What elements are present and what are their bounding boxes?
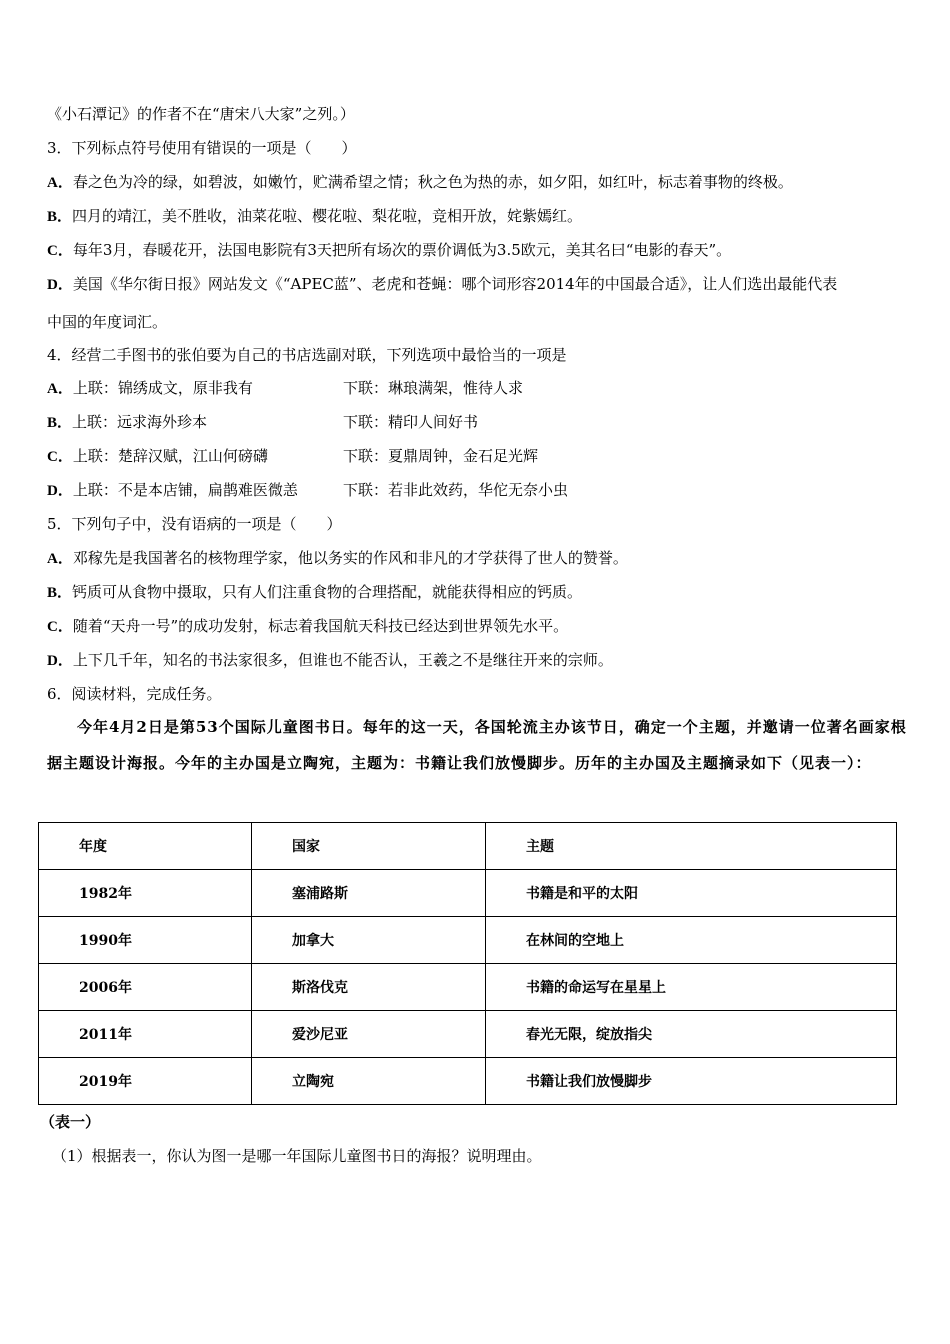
question-3-stem: 3．下列标点符号使用有错误的一项是（ ）: [47, 139, 357, 157]
option-text: 每年3月，春暖花开，法国电影院有3天把所有场次的票价调低为3.5欧元，美其名曰“电影的春天”。: [72, 241, 732, 259]
lower-couplet: 下联：精印人间好书: [343, 413, 479, 431]
table-row: [39, 917, 897, 964]
option-label: C．: [47, 619, 73, 635]
option-text: 上下几千年，知名的书法家很多，但谁也不能否认，王羲之不是继往开来的宗师。: [72, 651, 613, 669]
option-text: 四月的靖江，美不胜收，油菜花啦、樱花啦、梨花啦，竞相开放，姹紫嫣红。: [72, 207, 583, 225]
option-label: A．: [47, 175, 73, 191]
upper-couplet: 上联：锦绣成文，原非我有: [72, 379, 253, 397]
table-row: [39, 1011, 897, 1058]
question-4-option-c: [47, 446, 268, 467]
theme-table: [38, 822, 897, 1105]
table-cell-theme: 书籍是和平的太阳: [486, 870, 897, 917]
table-row: [39, 1058, 897, 1105]
option-text: 美国《华尔街日报》网站发文《“APEC蓝”、老虎和苍蝇：哪个词形容2014年的中国最合适》，让人们选出最能代表: [72, 275, 838, 293]
option-text: 随着“天舟一号”的成功发射，标志着我国航天科技已经达到世界领先水平。: [72, 617, 569, 635]
question-5-option-c: [47, 616, 568, 637]
question-3-option-c: [47, 240, 731, 261]
table-cell-country: 立陶宛: [252, 1058, 486, 1105]
upper-couplet: 上联：楚辞汉赋，江山何磅礴: [72, 447, 268, 465]
table-cell-country: 爱沙尼亚: [252, 1011, 486, 1058]
table-cell-country: 斯洛伐克: [252, 964, 486, 1011]
lower-couplet: 下联：琳琅满架，惟待人求: [343, 379, 524, 397]
option-label: B．: [47, 209, 73, 225]
question-3-option-d-continued: 中国的年度词汇。: [47, 313, 168, 331]
question-6-stem: 6．阅读材料，完成任务。: [47, 685, 222, 703]
option-label: C．: [47, 449, 73, 465]
question-3-option-a: [47, 172, 793, 193]
option-label: B．: [47, 585, 73, 601]
table-cell-year: 2011年: [39, 1011, 252, 1058]
question-5-stem: 5．下列句子中，没有语病的一项是（ ）: [47, 515, 342, 533]
option-label: C．: [47, 243, 73, 259]
option-text: 春之色为冷的绿，如碧波，如嫩竹，贮满希望之情；秋之色为热的赤，如夕阳，如红叶，标志着事物的终极。: [72, 173, 793, 191]
table-header-cell: 国家: [252, 823, 486, 870]
upper-couplet: 上联：远求海外珍本: [72, 413, 208, 431]
question-4-option-a: [47, 378, 253, 399]
question-5-option-d: [47, 650, 613, 671]
question-5-option-a: [47, 548, 628, 569]
table-cell-year: 1982年: [39, 870, 252, 917]
table-cell-theme: 书籍让我们放慢脚步: [486, 1058, 897, 1105]
table-row: [39, 870, 897, 917]
question-3-option-b: [47, 206, 582, 227]
table-row: [39, 964, 897, 1011]
option-text: 邓稼先是我国著名的核物理学家，他以务实的作风和非凡的才学获得了世人的赞誉。: [72, 549, 628, 567]
question-4-option-b: [47, 412, 207, 433]
table-header-cell: 年度: [39, 823, 252, 870]
table-cell-year: 1990年: [39, 917, 252, 964]
table-cell-country: 加拿大: [252, 917, 486, 964]
option-label: A．: [47, 551, 73, 567]
option-label: A．: [47, 381, 73, 397]
option-label: D．: [47, 277, 73, 293]
question-3-option-d: [47, 274, 837, 295]
table-cell-theme: 在林间的空地上: [486, 917, 897, 964]
option-text: 钙质可从食物中摄取，只有人们注重食物的合理搭配，就能获得相应的钙质。: [72, 583, 583, 601]
lower-couplet: 下联：夏鼎周钟，金石足光辉: [343, 447, 539, 465]
table-cell-year: 2006年: [39, 964, 252, 1011]
table-cell-country: 塞浦路斯: [252, 870, 486, 917]
option-label: B．: [47, 415, 73, 431]
text-line: 《小石潭记》的作者不在“唐宋八大家”之列。）: [47, 105, 355, 123]
option-label: D．: [47, 483, 73, 499]
table-header-cell: 主题: [486, 823, 897, 870]
reading-material-paragraph: 今年4月2日是第53个国际儿童图书日。每年的这一天，各国轮流主办该节日，确定一个主题，并邀请一位著名画家根据主题设计海报。今年的主办国是立陶宛，主题为：书籍让我们放慢脚步。历年的主办国及主题摘录如下（见表一）：: [47, 718, 907, 772]
question-4-option-d: [47, 480, 298, 501]
question-6-subquestion-1: （1）根据表一，你认为图一是哪一年国际儿童图书日的海报？说明理由。: [52, 1147, 542, 1165]
table-caption: （表一）: [40, 1113, 101, 1131]
lower-couplet: 下联：若非此效药，华佗无奈小虫: [343, 481, 569, 499]
table-cell-theme: 书籍的命运写在星星上: [486, 964, 897, 1011]
table-cell-year: 2019年: [39, 1058, 252, 1105]
question-5-option-b: [47, 582, 582, 603]
question-4-stem: 4．经营二手图书的张伯要为自己的书店选副对联，下列选项中最恰当的一项是: [47, 346, 567, 364]
table-header-row: [39, 823, 897, 870]
table-cell-theme: 春光无限，绽放指尖: [486, 1011, 897, 1058]
upper-couplet: 上联：不是本店铺，扁鹊难医微恙: [72, 481, 298, 499]
option-label: D．: [47, 653, 73, 669]
